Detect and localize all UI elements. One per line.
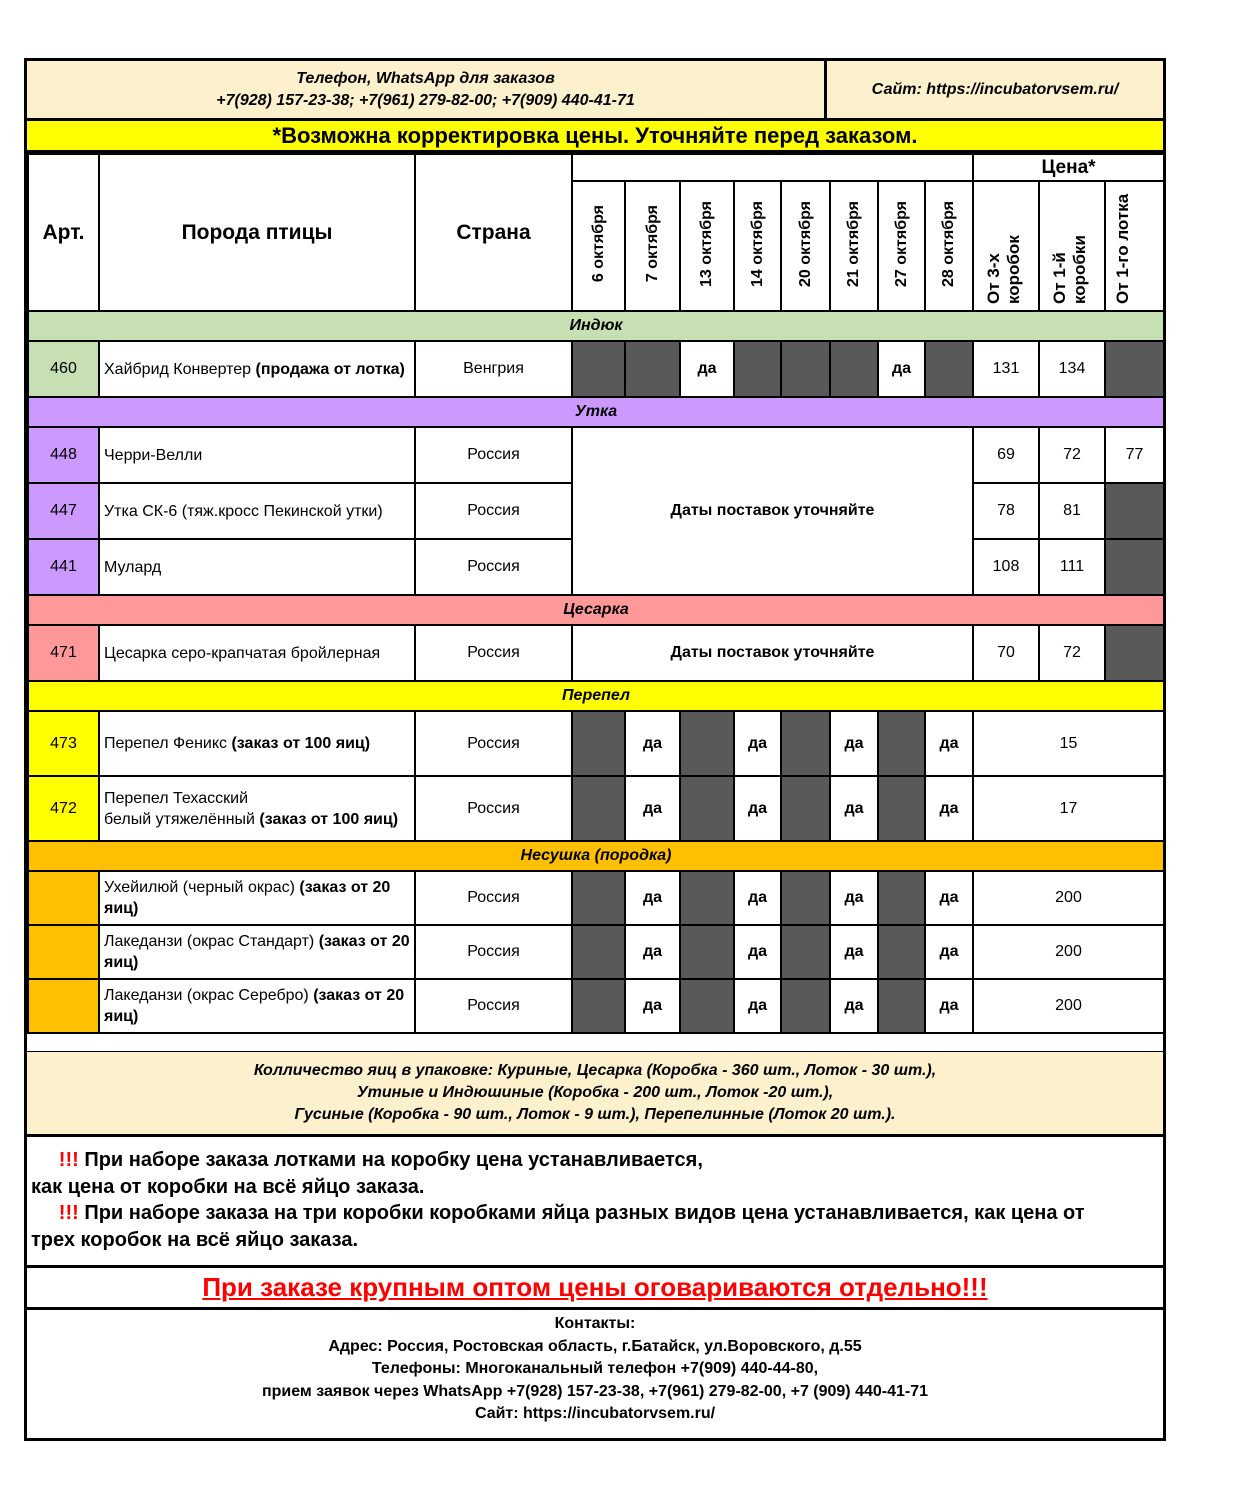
date-cell-empty (878, 776, 925, 841)
col-price-1-tray: От 1-го лотка (1105, 181, 1164, 311)
table-row (28, 871, 1164, 925)
date-cell-yes: да (830, 711, 878, 776)
col-date-7: 27 октября (878, 181, 925, 311)
price-table (27, 153, 1165, 1034)
date-cell-yes: да (734, 925, 781, 979)
col-date-5: 20 октября (781, 181, 830, 311)
date-cell-yes: да (625, 776, 680, 841)
rule-2: !!! При наборе заказа на три коробки коробками яйца разных видов цена устанавливается, как цена от (58, 1202, 1085, 1224)
rule-1: !!! При наборе заказа лотками на коробку цена устанавливается, (58, 1149, 703, 1171)
date-cell-empty (830, 341, 878, 397)
country-cell: Россия (415, 539, 572, 595)
date-cell-yes: да (734, 711, 781, 776)
price-sheet (24, 58, 1166, 1441)
date-cell-yes: да (734, 979, 781, 1033)
date-cell-yes: да (625, 711, 680, 776)
table-row (28, 341, 1164, 397)
date-cell-empty (781, 871, 830, 925)
price-1-tray-empty (1105, 483, 1164, 539)
section-duck: Утка (28, 397, 1164, 427)
order-phones[interactable]: +7(928) 157-23-38; +7(961) 279-82-00; +7(909) 440-41-71 (216, 91, 635, 109)
date-cell-yes: да (925, 711, 973, 776)
packaging-info (27, 1051, 1163, 1137)
price-1-box: 72 (1039, 625, 1105, 681)
country-cell: Россия (415, 483, 572, 539)
col-date-1: 6 октября (572, 181, 625, 311)
date-cell-empty (572, 711, 625, 776)
date-cell-yes: да (625, 979, 680, 1033)
price-3-boxes: 131 (973, 341, 1039, 397)
date-cell-empty (572, 925, 625, 979)
country-cell: Россия (415, 711, 572, 776)
contacts-site[interactable]: Сайт: https://incubatorvsem.ru/ (474, 1405, 716, 1422)
country-cell: Россия (415, 871, 572, 925)
art-cell: 472 (28, 776, 99, 841)
price-1-tray-empty (1105, 341, 1164, 397)
date-cell-empty (781, 341, 830, 397)
packaging-line: Колличество яиц в упаковке: Куриные, Цесарка (Коробка - 360 шт., Лоток - 30 шт.), (253, 1062, 937, 1079)
date-cell-yes: да (925, 776, 973, 841)
col-art: Арт. (28, 154, 99, 311)
date-cell-yes: да (925, 979, 973, 1033)
date-cell-empty (572, 871, 625, 925)
price-notice: *Возможна корректировка цены. Уточняйте перед заказом. (27, 121, 1163, 153)
date-cell-yes: да (878, 341, 925, 397)
col-dates-group (572, 154, 973, 181)
col-price-1-box: От 1-й коробки (1039, 181, 1105, 311)
date-cell-empty (680, 979, 734, 1033)
table-row (28, 776, 1164, 841)
breed-cell: Лакеданзи (окрас Стандарт) (заказ от 20 яиц) (99, 925, 415, 979)
date-cell-yes: да (830, 925, 878, 979)
table-row (28, 925, 1164, 979)
price-cell: 200 (973, 979, 1164, 1033)
price-1-tray: 77 (1105, 427, 1164, 483)
wholesale-notice: При заказе крупным оптом цены оговариваются отдельно!!! (27, 1268, 1163, 1310)
date-cell-yes: да (625, 871, 680, 925)
col-date-6: 21 октября (830, 181, 878, 311)
duck-dates-note: Даты поставок уточняйте (572, 427, 973, 595)
country-cell: Россия (415, 776, 572, 841)
date-cell-yes: да (625, 925, 680, 979)
order-phones-title: Телефон, WhatsApp для заказов (296, 69, 555, 87)
date-cell-yes: да (925, 871, 973, 925)
date-cell-empty (781, 979, 830, 1033)
art-cell: 447 (28, 483, 99, 539)
date-cell-empty (734, 341, 781, 397)
price-1-box: 81 (1039, 483, 1105, 539)
date-cell-empty (878, 871, 925, 925)
col-date-3: 13 октября (680, 181, 734, 311)
price-1-tray-empty (1105, 625, 1164, 681)
date-cell-empty (572, 341, 625, 397)
price-3-boxes: 69 (973, 427, 1039, 483)
art-cell: 471 (28, 625, 99, 681)
col-breed: Порода птицы (99, 154, 415, 311)
date-cell-empty (680, 871, 734, 925)
price-1-box: 72 (1039, 427, 1105, 483)
breed-cell: Лакеданзи (окрас Серебро) (заказ от 20 яиц) (99, 979, 415, 1033)
country-cell: Россия (415, 427, 572, 483)
breed-cell: Перепел Феникс (заказ от 100 яиц) (99, 711, 415, 776)
table-row (28, 625, 1164, 681)
date-cell-empty (878, 979, 925, 1033)
section-layer: Несушка (породка) (28, 841, 1164, 871)
contacts-phone[interactable]: Телефоны: Многоканальный телефон +7(909) 440-44-80, (371, 1360, 819, 1377)
col-price-3-boxes: От 3-х коробок (973, 181, 1039, 311)
price-3-boxes: 108 (973, 539, 1039, 595)
date-cell-yes: да (734, 776, 781, 841)
date-cell-empty (572, 979, 625, 1033)
date-cell-yes: да (680, 341, 734, 397)
date-cell-empty (878, 925, 925, 979)
order-rules (27, 1137, 1163, 1268)
price-3-boxes: 70 (973, 625, 1039, 681)
col-country: Страна (415, 154, 572, 311)
price-1-box: 134 (1039, 341, 1105, 397)
country-cell: Россия (415, 979, 572, 1033)
contacts-title: Контакты: (554, 1315, 636, 1332)
breed-cell: Хайбрид Конвертер (продажа от лотка) (99, 341, 415, 397)
art-cell: 441 (28, 539, 99, 595)
art-cell: 448 (28, 427, 99, 483)
date-cell-yes: да (734, 871, 781, 925)
order-phones-block (27, 61, 827, 121)
date-cell-empty (680, 776, 734, 841)
rule-1-cont: как цена от коробки на всё яйцо заказа. (31, 1175, 425, 1198)
country-cell: Россия (415, 625, 572, 681)
contacts-address: Адрес: Россия, Ростовская область, г.Батайск, ул.Воровского, д.55 (328, 1337, 862, 1355)
art-cell (28, 979, 99, 1033)
rule-2-cont: трех коробок на всё яйцо заказа. (31, 1228, 359, 1251)
date-cell-empty (878, 711, 925, 776)
date-cell-empty (781, 925, 830, 979)
col-date-2: 7 октября (625, 181, 680, 311)
col-date-4: 14 октября (734, 181, 781, 311)
country-cell: Венгрия (415, 341, 572, 397)
price-1-box: 111 (1039, 539, 1105, 595)
breed-cell: Перепел Техасский белый утяжелённый (заказ от 100 яиц) (99, 776, 415, 841)
date-cell-empty (625, 341, 680, 397)
guinea-dates-note: Даты поставок уточняйте (572, 625, 973, 681)
packaging-line: Гусиные (Коробка - 90 шт., Лоток - 9 шт.), Перепелинные (Лоток 20 шт.). (294, 1106, 896, 1123)
table-row (28, 427, 1164, 483)
table-row (28, 711, 1164, 776)
site-link[interactable]: Сайт: https://incubatorvsem.ru/ (827, 61, 1163, 121)
contacts-block (27, 1310, 1163, 1438)
breed-cell: Черри-Велли (99, 427, 415, 483)
contacts-whatsapp[interactable]: прием заявок через WhatsApp +7(928) 157-23-38, +7(961) 279-82-00, +7 (909) 440-41-71 (261, 1382, 929, 1400)
date-cell-yes: да (830, 776, 878, 841)
art-cell (28, 925, 99, 979)
table-row (28, 979, 1164, 1033)
date-cell-empty (680, 711, 734, 776)
breed-cell: Утка СК-6 (тяж.кросс Пекинской утки) (99, 483, 415, 539)
date-cell-empty (781, 711, 830, 776)
country-cell: Россия (415, 925, 572, 979)
date-cell-empty (680, 925, 734, 979)
breed-cell: Цесарка серо-крапчатая бройлерная (99, 625, 415, 681)
col-date-8: 28 октября (925, 181, 973, 311)
art-cell (28, 871, 99, 925)
date-cell-yes: да (830, 979, 878, 1033)
price-cell: 17 (973, 776, 1164, 841)
section-turkey: Индюк (28, 311, 1164, 341)
art-cell: 460 (28, 341, 99, 397)
price-1-tray-empty (1105, 539, 1164, 595)
col-price-group: Цена* (973, 154, 1164, 181)
price-3-boxes: 78 (973, 483, 1039, 539)
date-cell-empty (925, 341, 973, 397)
price-cell: 15 (973, 711, 1164, 776)
section-quail: Перепел (28, 681, 1164, 711)
packaging-line: Утиные и Индюшиные (Коробка - 200 шт., Лоток -20 шт.), (356, 1084, 834, 1101)
date-cell-yes: да (925, 925, 973, 979)
breed-cell: Ухейилюй (черный окрас) (заказ от 20 яиц) (99, 871, 415, 925)
price-cell: 200 (973, 925, 1164, 979)
date-cell-empty (781, 776, 830, 841)
art-cell: 473 (28, 711, 99, 776)
price-cell: 200 (973, 871, 1164, 925)
breed-cell: Мулард (99, 539, 415, 595)
date-cell-empty (572, 776, 625, 841)
section-guinea: Цесарка (28, 595, 1164, 625)
date-cell-yes: да (830, 871, 878, 925)
